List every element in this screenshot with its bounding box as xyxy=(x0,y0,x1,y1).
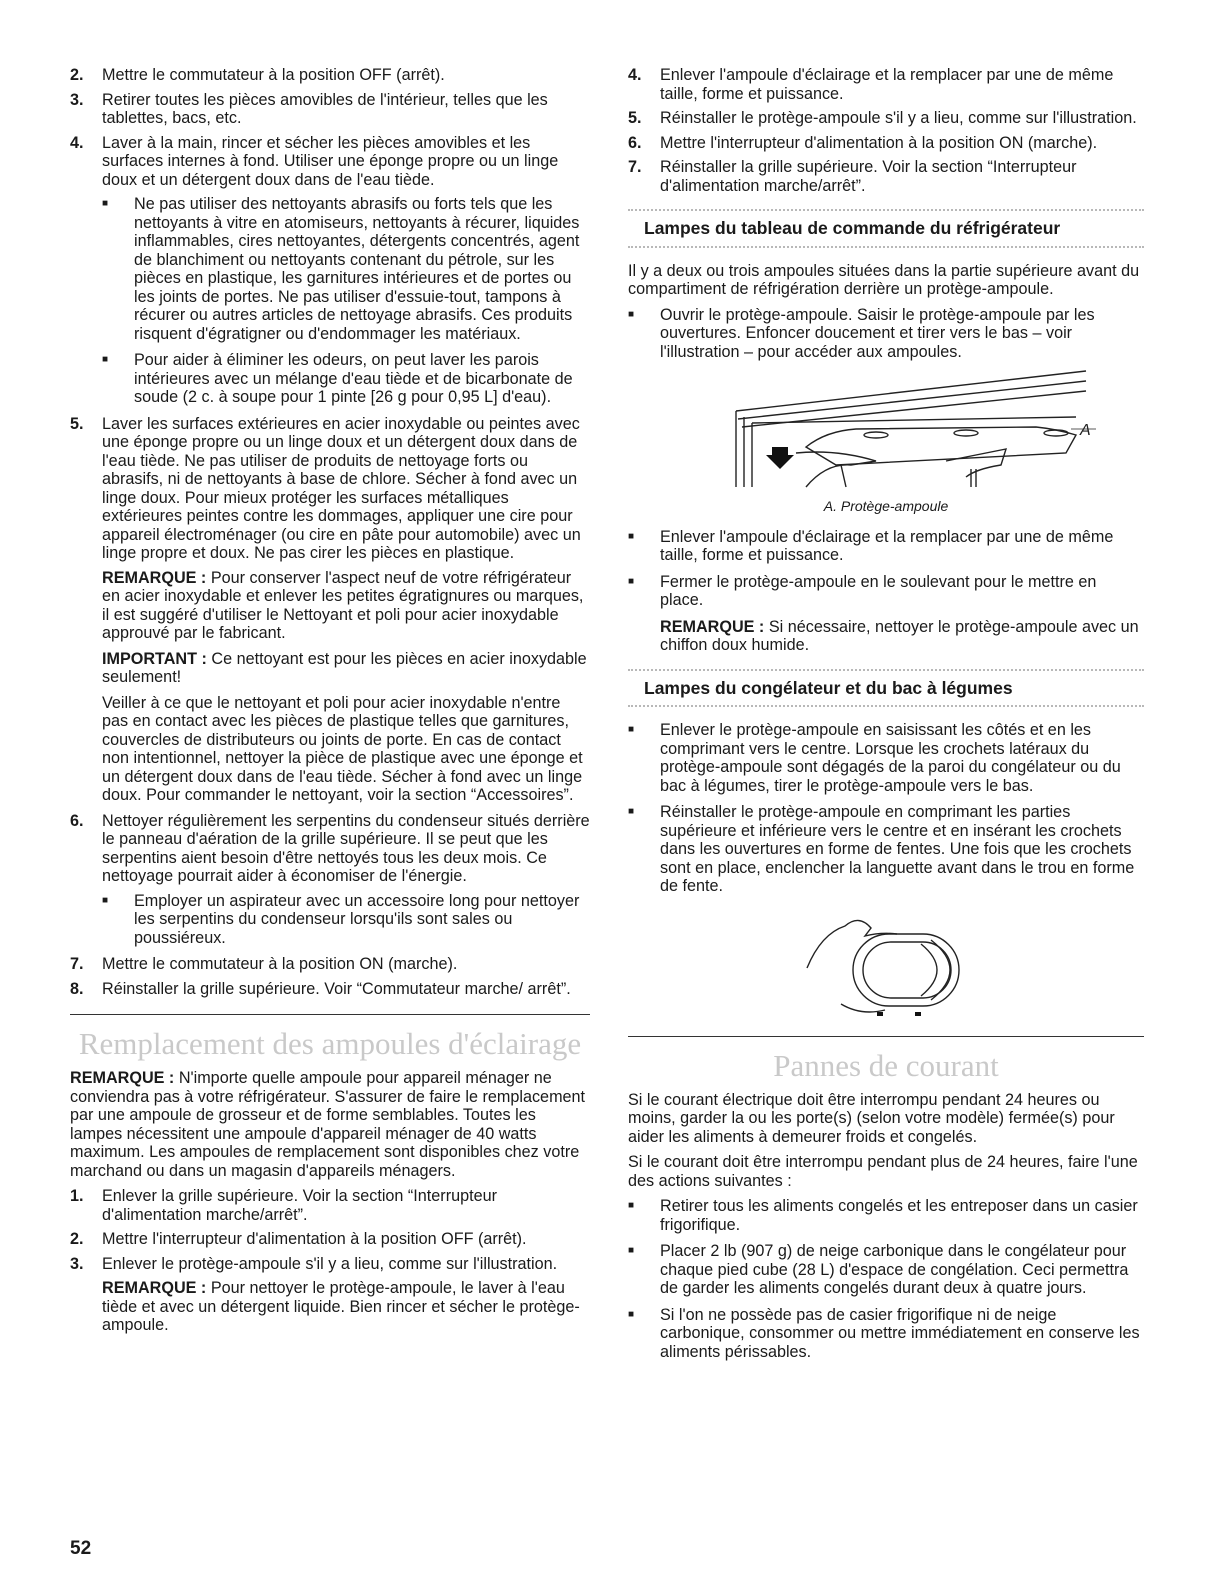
step-number: 5. xyxy=(628,109,642,127)
step-number: 5. xyxy=(70,414,84,433)
fridge-lamps-note: REMARQUE : Si nécessaire, nettoyer le protège-ampoule avec un chiffon doux humide. xyxy=(660,617,1139,654)
step-text: Laver les surfaces extérieures en acier inoxydable ou peintes avec une éponge propre ou un linge doux et un détergent doux dans de l'eau tiède. Ne pas utiliser de produits de nettoyage forts ou abrasifs, ni de nettoyants à base de chlore. Sécher à fond avec un linge doux. Pour mieux protéger les surfaces métalliques extérieures peintes contre les dommages, appliquer une cire pour appareil électroménager (ou cire en pâte pour automobile) avec un linge propre et doux. Ne pas cirer les pièces en plastique. xyxy=(102,414,581,562)
step-text: Mettre le commutateur à la position ON (marche). xyxy=(102,955,458,973)
step-number: 7. xyxy=(70,955,84,973)
step-number: 3. xyxy=(70,1254,84,1273)
numbered-step xyxy=(70,1187,590,1224)
figure-label-a: A xyxy=(1080,422,1091,439)
bullet-item: ■ Employer un aspirateur avec un accessoire long pour nettoyer les serpentins du condenseur lorsqu'ils sont sales ou poussiéreux. xyxy=(102,892,590,948)
step-number: 4. xyxy=(628,66,642,84)
step-text: Réinstaller la grille supérieure. Voir “Commutateur marche/ arrêt”. xyxy=(102,979,571,998)
bullet-item: ■ Ne pas utiliser des nettoyants abrasifs ou forts tels que les nettoyants à vitre en atomiseurs, nettoyants à récurer, liquides inflammables, cires nettoyantes, détergents concentrés, agent de blanchiment ou nettoyants contenant du pétrole, sur les pièces en plastique, les garnitures intérieures et de portes ou les joints de portes. Ne pas utiliser d'essuie-tout, tampons à récurer ou autres articles de nettoyage abrasifs. Ces produits risquent d'égratigner ou d'endommager les matériaux. xyxy=(102,195,590,343)
step-text: Mettre l'interrupteur d'alimentation à la position ON (marche). xyxy=(660,133,1098,152)
right-column xyxy=(628,66,1144,1369)
fridge-lamps-bullet-3: ■ Fermer le protège-ampoule en le soulevant pour le mettre en place. xyxy=(628,573,1144,610)
fridge-lamps-bullet-1: ■ Ouvrir le protège-ampoule. Saisir le protège-ampoule par les ouvertures. Enfoncer doucement et tirer vers le bas – voir l'illustration – pour accéder aux ampoules. xyxy=(628,306,1144,362)
note-keyword: REMARQUE : xyxy=(70,1069,175,1087)
step-number: 1. xyxy=(70,1187,84,1205)
step-number: 2. xyxy=(70,66,84,84)
note-text: Pour nettoyer le protège-ampoule, le laver à l'eau tiède et avec un détergent liquide. Bien rincer et sécher le protège-ampoule. xyxy=(102,1279,580,1334)
freezer-bullet-1: ■ Enlever le protège-ampoule en saisissant les côtés et en les comprimant vers le centre. Lorsque les crochets latéraux du protège-ampoule sont dégagés de la paroi du congélateur ou du bac à légumes, tirer le protège-ampoule vers le bas. xyxy=(628,721,1144,795)
step-text: Enlever l'ampoule d'éclairage et la remplacer par une de même taille, forme et puissance. xyxy=(660,66,1114,103)
step-text: Laver à la main, rincer et sécher les pièces amovibles et les surfaces internes à fond. Utiliser une éponge propre ou un linge doux et un détergent doux dans de l'eau tiède. xyxy=(102,133,559,189)
step-text: Réinstaller la grille supérieure. Voir la section “Interrupteur d'alimentation marche/arrêt”. xyxy=(660,158,1077,195)
note-paragraph xyxy=(102,650,590,687)
section-title-bulb-replacement: Remplacement des ampoules d'éclairage xyxy=(70,1014,590,1061)
fridge-lamps-bullet-2: ■ Enlever l'ampoule d'éclairage et la remplacer par une de même taille, forme et puissance. xyxy=(628,528,1144,565)
power-outage-bullet-3: ■ Si l'on ne possède pas de casier frigorifique ni de neige carbonique, consommer ou mettre immédiatement en conserve les aliments périssables. xyxy=(628,1306,1144,1362)
note-paragraph xyxy=(70,1069,590,1180)
numbered-step xyxy=(70,91,590,128)
note-text: Pour conserver l'aspect neuf de votre réfrigérateur en acier inoxydable et enlever les petites égratignures ou marques, il est suggéré d'utiliser le Nettoyant et poli pour acier inoxydable approuvé par le fabricant. xyxy=(102,568,584,642)
numbered-step xyxy=(70,980,590,999)
note-keyword: IMPORTANT : xyxy=(102,649,207,668)
power-outage-p1: Si le courant électrique doit être interrompu pendant 24 heures ou moins, garder la ou les porte(s) (selon votre modèle) fermée(s) pour aider les aliments à demeurer froids et congelés. xyxy=(628,1090,1115,1146)
section-title-power-outage: Pannes de courant xyxy=(628,1036,1144,1083)
step-text: Mettre le commutateur à la position OFF (arrêt). xyxy=(102,66,445,84)
figure-caption: A. Protège-ampoule xyxy=(823,498,949,514)
power-outage-bullet-1: ■ Retirer tous les aliments congelés et les entreposer dans un casier frigorifique. xyxy=(628,1197,1144,1234)
numbered-step xyxy=(70,415,590,563)
figure-light-shield xyxy=(676,369,1096,491)
note-text: N'importe quelle ampoule pour appareil ménager ne conviendra pas à votre réfrigérateur. S'assurer de faire le remplacement par une ampoule de grosseur et de forme semblables. Toutes les lampes nécessitent une ampoule d'appareil ménager de 40 watts maximum. Les ampoules de remplacement sont disponibles chez votre marchand ou dans un magasin d'appareils ménagers. xyxy=(70,1069,586,1180)
step-number: 3. xyxy=(70,90,84,109)
step-text: Retirer toutes les pièces amovibles de l'intérieur, telles que les tablettes, bacs, etc. xyxy=(102,90,548,127)
left-items xyxy=(70,66,590,998)
step-number: 7. xyxy=(628,158,642,176)
numbered-step xyxy=(628,109,1144,128)
power-outage-bullet-2: ■ Placer 2 lb (907 g) de neige carbonique dans le congélateur pour chaque pied cube (28 L) d'espace de congélation. Ceci permettra de garder les aliments congelés durant deux à quatre jours. xyxy=(628,1242,1144,1298)
note-paragraph xyxy=(102,569,590,643)
step-number: 2. xyxy=(70,1230,84,1248)
figure-freezer-shield xyxy=(801,904,971,1020)
numbered-step xyxy=(70,812,590,886)
step-text: Nettoyer régulièrement les serpentins du condenseur situés derrière le panneau d'aération de la grille supérieure. Il se peut que les serpentins aient besoin d'être nettoyés tous les deux mois. Ce nettoyage pourrait aider à économiser de l'énergie. xyxy=(102,811,590,885)
step-number: 4. xyxy=(70,133,84,152)
step-text: Réinstaller le protège-ampoule s'il y a lieu, comme sur l'illustration. xyxy=(660,109,1137,127)
heading-fridge-lamps: Lampes du tableau de commande du réfrigérateur xyxy=(628,209,1144,248)
note-keyword: REMARQUE : xyxy=(102,568,207,587)
step-text: Mettre l'interrupteur d'alimentation à la position OFF (arrêt). xyxy=(102,1230,527,1248)
step-text: Enlever le protège-ampoule s'il y a lieu, comme sur l'illustration. xyxy=(102,1254,558,1273)
numbered-step xyxy=(70,955,590,974)
numbered-step xyxy=(70,1230,590,1249)
freezer-bullet-2: ■ Réinstaller le protège-ampoule en comprimant les parties supérieure et inférieure vers le centre et en insérant les crochets dans les ouvertures en forme de fentes. Une fois que les crochets sont en place, enclencher la languette avant dans le trou en forme de fente. xyxy=(628,803,1144,896)
numbered-step xyxy=(628,158,1144,195)
step-number: 8. xyxy=(70,979,84,998)
numbered-step xyxy=(628,134,1144,153)
bulb-replacement-items xyxy=(70,1069,590,1335)
note-keyword: REMARQUE : xyxy=(102,1279,207,1297)
step-text: Enlever la grille supérieure. Voir la section “Interrupteur d'alimentation marche/arrêt”. xyxy=(102,1187,497,1224)
numbered-step xyxy=(70,66,590,85)
power-outage-p2: Si le courant doit être interrompu pendant plus de 24 heures, faire l'une des actions suivantes : xyxy=(628,1153,1138,1190)
paragraph: Veiller à ce que le nettoyant et poli pour acier inoxydable n'entre pas en contact avec les pièces de plastique telles que garnitures, couvercles de distributeurs ou joints de porte. En cas de contact non intentionnel, nettoyer la pièce de plastique avec une éponge et un détergent doux dans de l'eau tiède. Sécher à fond avec un linge doux. Pour commander le nettoyant, voir la section “Accessoires”. xyxy=(102,693,583,804)
right-items xyxy=(628,66,1144,195)
left-column xyxy=(70,66,590,1342)
page-number: 52 xyxy=(70,1538,92,1559)
fridge-lamps-intro: Il y a deux ou trois ampoules situées dans la partie supérieure avant du compartiment de réfrigération derrière un protège-ampoule. xyxy=(628,261,1140,298)
bullet-item: ■ Pour aider à éliminer les odeurs, on peut laver les parois intérieures avec un mélange d'eau tiède et de bicarbonate de soude (2 c. à soupe pour 1 pinte [26 g pour 0,95 L] d'eau). xyxy=(102,351,590,407)
step-number: 6. xyxy=(628,133,642,152)
numbered-step xyxy=(628,66,1144,103)
numbered-step xyxy=(70,134,590,190)
step-number: 6. xyxy=(70,811,84,830)
note-paragraph xyxy=(102,1279,590,1335)
numbered-step xyxy=(70,1255,590,1274)
note-text: Ce nettoyant est pour les pièces en acier inoxydable seulement! xyxy=(102,649,587,686)
heading-freezer-lamps: Lampes du congélateur et du bac à légumes xyxy=(628,669,1144,708)
